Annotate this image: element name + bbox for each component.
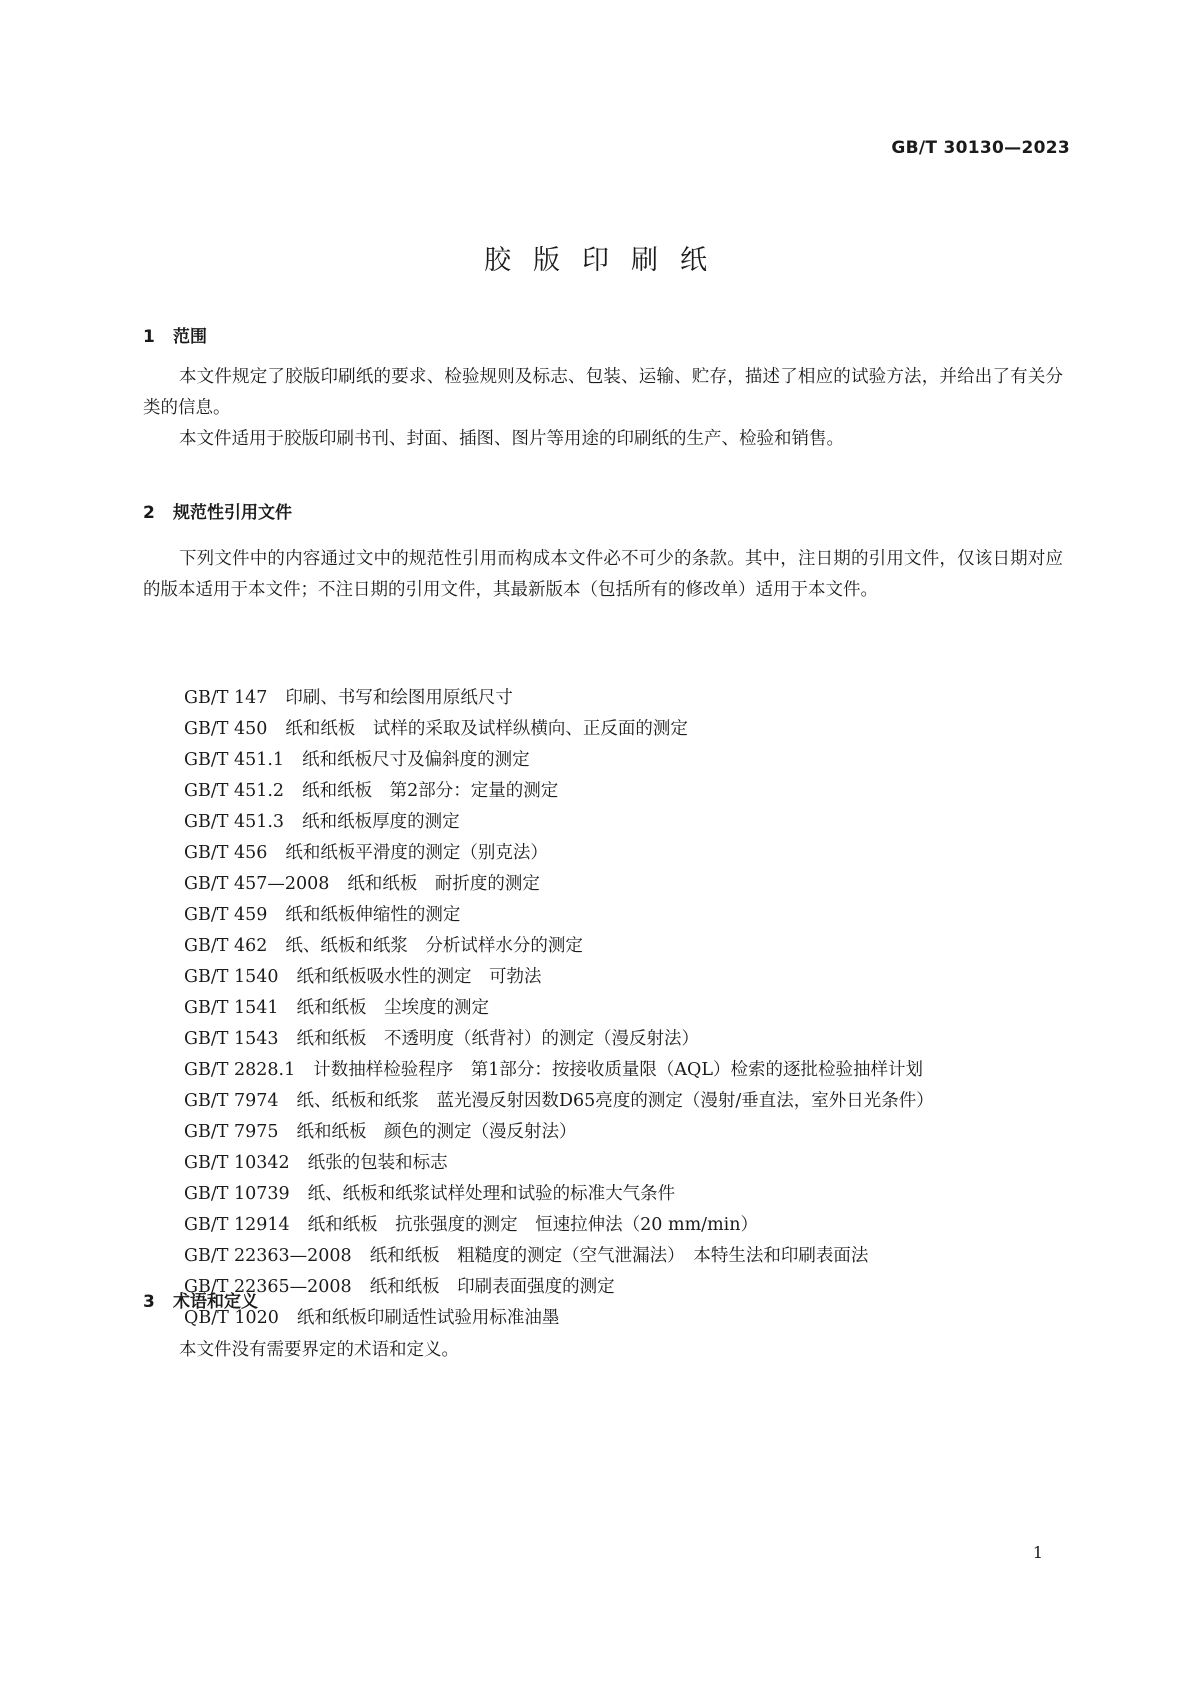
reference-title: 纸和纸板平滑度的测定（别克法） xyxy=(285,843,548,863)
section-heading-normative-references xyxy=(143,498,292,523)
section-title: 范围 xyxy=(173,327,207,347)
reference-list xyxy=(184,683,934,1334)
reference-item xyxy=(184,1272,934,1303)
section-heading-scope xyxy=(143,322,207,347)
terms-paragraph: 本文件没有需要界定的术语和定义。 xyxy=(179,1340,459,1360)
reference-item xyxy=(184,1086,934,1117)
reference-code: GB/T 2828.1 xyxy=(184,1060,296,1080)
reference-code: GB/T 7975 xyxy=(184,1122,279,1142)
scope-paragraph-2: 本文件适用于胶版印刷书刊、封面、插图、图片等用途的印刷纸的生产、检验和销售。 xyxy=(179,429,844,449)
reference-item xyxy=(184,776,934,807)
reference-item xyxy=(184,993,934,1024)
reference-code: GB/T 451.3 xyxy=(184,812,285,832)
reference-title: 纸和纸板 颜色的测定（漫反射法） xyxy=(296,1122,577,1142)
references-intro-paragraph: 下列文件中的内容通过文中的规范性引用而构成本文件必不可少的条款。其中，注日期的引用文件，仅该日期对应的版本适用于本文件；不注日期的引用文件，其最新版本（包括所有的修改单）适用于本文件。 xyxy=(143,549,1063,600)
reference-code: GB/T 462 xyxy=(184,936,268,956)
reference-title: 计数抽样检验程序 第1部分：按接收质量限（AQL）检索的逐批检验抽样计划 xyxy=(313,1060,923,1080)
reference-item xyxy=(184,1055,934,1086)
section-title: 术语和定义 xyxy=(173,1292,258,1312)
reference-code: QB/T 1020 xyxy=(184,1308,279,1328)
reference-item xyxy=(184,1210,934,1241)
reference-title: 纸和纸板伸缩性的测定 xyxy=(285,905,461,925)
reference-code: GB/T 10342 xyxy=(184,1153,290,1173)
reference-code: GB/T 451.2 xyxy=(184,781,285,801)
reference-item xyxy=(184,900,934,931)
reference-code: GB/T 12914 xyxy=(184,1215,290,1235)
reference-item xyxy=(184,1024,934,1055)
reference-item xyxy=(184,807,934,838)
reference-title: 纸和纸板吸水性的测定 可勃法 xyxy=(296,967,542,987)
reference-title: 印刷、书写和绘图用原纸尺寸 xyxy=(285,688,513,708)
reference-code: GB/T 10739 xyxy=(184,1184,290,1204)
reference-code: GB/T 22365—2008 xyxy=(184,1277,352,1297)
reference-item xyxy=(184,1303,934,1334)
reference-title: 纸和纸板 第2部分：定量的测定 xyxy=(302,781,559,801)
reference-title: 纸和纸板 试样的采取及试样纵横向、正反面的测定 xyxy=(285,719,688,739)
reference-item xyxy=(184,1148,934,1179)
reference-item xyxy=(184,1241,934,1272)
section-title: 规范性引用文件 xyxy=(173,503,292,523)
reference-item xyxy=(184,683,934,714)
reference-item xyxy=(184,869,934,900)
reference-title: 纸和纸板 耐折度的测定 xyxy=(347,874,540,894)
reference-title: 纸和纸板 尘埃度的测定 xyxy=(296,998,490,1018)
reference-code: GB/T 459 xyxy=(184,905,268,925)
reference-code: GB/T 147 xyxy=(184,688,268,708)
reference-code: GB/T 7974 xyxy=(184,1091,279,1111)
reference-title: 纸、纸板和纸浆 分析试样水分的测定 xyxy=(285,936,583,956)
reference-item xyxy=(184,714,934,745)
reference-code: GB/T 1541 xyxy=(184,998,279,1018)
reference-title: 纸和纸板尺寸及偏斜度的测定 xyxy=(302,750,530,770)
reference-item xyxy=(184,745,934,776)
reference-item xyxy=(184,1179,934,1210)
section-number: 2 xyxy=(143,503,155,523)
reference-item xyxy=(184,962,934,993)
section-number: 1 xyxy=(143,327,155,347)
reference-code: GB/T 451.1 xyxy=(184,750,285,770)
reference-code: GB/T 1543 xyxy=(184,1029,279,1049)
reference-code: GB/T 22363—2008 xyxy=(184,1246,352,1266)
document-title: 胶版印刷纸 xyxy=(484,245,729,276)
reference-item xyxy=(184,838,934,869)
reference-code: GB/T 450 xyxy=(184,719,268,739)
scope-paragraph-1: 本文件规定了胶版印刷纸的要求、检验规则及标志、包装、运输、贮存，描述了相应的试验方法，并给出了有关分类的信息。 xyxy=(143,367,1063,418)
reference-title: 纸和纸板 不透明度（纸背衬）的测定（漫反射法） xyxy=(296,1029,700,1049)
reference-title: 纸和纸板 抗张强度的测定 恒速拉伸法（20 mm/min） xyxy=(307,1215,759,1235)
reference-title: 纸、纸板和纸浆试样处理和试验的标准大气条件 xyxy=(307,1184,676,1204)
section-number: 3 xyxy=(143,1292,155,1312)
reference-item xyxy=(184,1117,934,1148)
reference-title: 纸张的包装和标志 xyxy=(307,1153,448,1173)
reference-code: GB/T 456 xyxy=(184,843,268,863)
reference-code: GB/T 1540 xyxy=(184,967,279,987)
page-number: 1 xyxy=(1032,1543,1043,1562)
reference-title: 纸和纸板 粗糙度的测定（空气泄漏法） 本特生法和印刷表面法 xyxy=(369,1246,869,1266)
reference-title: 纸和纸板厚度的测定 xyxy=(302,812,460,832)
standard-number: GB/T 30130—2023 xyxy=(891,138,1070,158)
reference-item xyxy=(184,931,934,962)
reference-title: 纸和纸板印刷适性试验用标准油墨 xyxy=(296,1308,560,1328)
section-heading-terms xyxy=(143,1287,258,1312)
reference-code: GB/T 457—2008 xyxy=(184,874,330,894)
reference-title: 纸、纸板和纸浆 蓝光漫反射因数D65亮度的测定（漫射/垂直法，室外日光条件） xyxy=(296,1091,934,1111)
reference-title: 纸和纸板 印刷表面强度的测定 xyxy=(369,1277,615,1297)
